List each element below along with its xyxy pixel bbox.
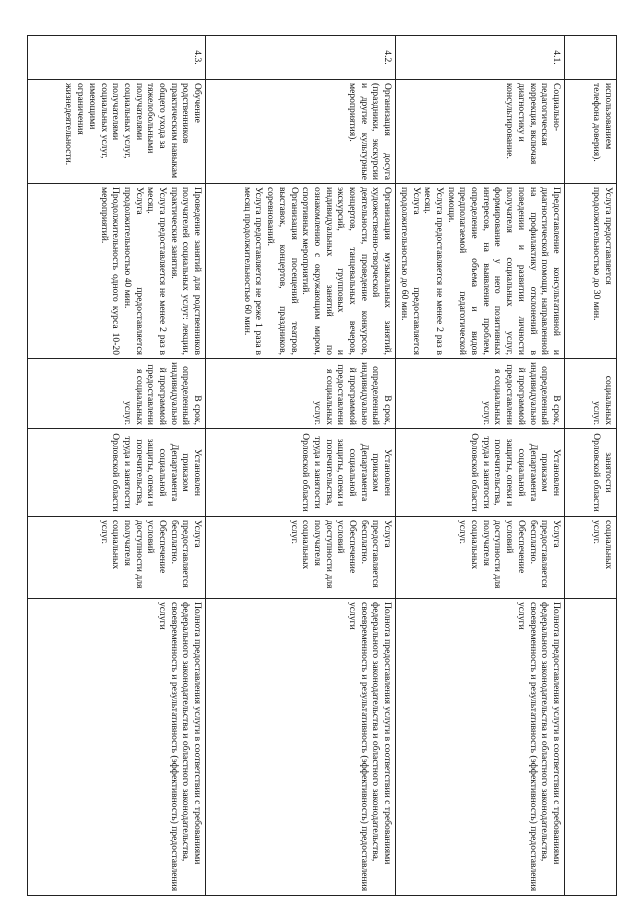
service-conditions: Услуга предоставляется бесплатно. Обеспечение условий доступности для получателя социальных услуг.	[206, 517, 396, 599]
description-paragraph: Предоставление консультативной и диагностической помощи, направленной на профилактику отклонений в поведении и развитии личности получателя социальных услуг, формирование у него позитивных интересов, на выявление проблем, определение объема и видов предполагаемой педагогической помощи.	[445, 187, 562, 355]
service-term: В срок, определенный индивидуальной программой предоставления социальных услуг.	[28, 359, 206, 429]
description-frequency: Услуга предоставляется не менее 2 раз в месяц.	[422, 187, 445, 355]
row-number: 4.1.	[396, 36, 565, 80]
table-row	[28, 36, 206, 896]
service-quality: Полнота предоставления услуги в соответствии с требованиями федерального законодательства и областного законодательства, своевременность и результативность (эффективность) предоставления услуги	[28, 599, 206, 896]
service-conditions: Услуга предоставляется бесплатно. Обеспечение условий доступности для получателя социальных услуг.	[396, 517, 565, 599]
description-course: Продолжительность одного курса 10-20 мероприятий.	[98, 187, 122, 355]
service-conditions: Услуга предоставляется бесплатно. Обеспечение условий доступности для получателя социальных услуг.	[28, 517, 206, 599]
table-row	[565, 36, 617, 896]
row-number: 4.3.	[28, 36, 206, 80]
service-quality	[565, 599, 617, 896]
service-term: В срок, определенный индивидуальной программой предоставления социальных услуг.	[396, 359, 565, 429]
service-term: социальных услуг.	[565, 359, 617, 429]
service-tariff: Установлен приказом Департамента социальной защиты, опеки и попечительства, труда и занятости Орловской области	[396, 429, 565, 517]
description-paragraph: Организация музыкальных занятий, художественно-творческой деятельности, проведение конкурсов, концертов, танцевальных вечеров, экскурсий, групповых и индивидуальных занятий по ознакомлению с окружающим миром, спортивных мероприятий.	[300, 187, 394, 355]
description-frequency: Услуга предоставляется не менее 2 раз в месяц.	[145, 187, 169, 355]
service-quality: Полнота предоставления услуги в соответствии с требованиями федерального законодательства и областного законодательства, своевременность и результативность (эффективность) предоставления услуги	[396, 599, 565, 896]
services-table	[27, 35, 617, 896]
service-name: Обучение родственников практическим навыкам общего ухода за тяжелобольными получателями социальных услуг, получателями социальных услуг, имеющими ограничения жизнедеятельности.	[28, 80, 206, 184]
service-name: использованием телефона доверия).	[565, 80, 617, 184]
service-name: Организация досуга (праздники, экскурсии и другие культурные мероприятия).	[206, 80, 396, 184]
description-visits: Организация посещений театров, выставок, концертов, праздников, соревнований.	[265, 187, 300, 355]
service-tariff: Установлен приказом Департамента социальной защиты, опеки и попечительства, труда и занятости Орловской области	[28, 429, 206, 517]
service-conditions: социальных услуг.	[565, 517, 617, 599]
description-duration: Услуга предоставляется продолжительностью до 60 мин.	[398, 187, 422, 355]
row-number	[565, 36, 617, 80]
table-row	[206, 36, 396, 896]
service-tariff: занятости Орловской области	[565, 429, 617, 517]
service-description	[28, 184, 206, 359]
table-row	[396, 36, 565, 896]
rotated-table-container	[47, 35, 617, 895]
description-duration: Услуга предоставляется продолжительностью 40 мин.	[121, 187, 145, 355]
description-frequency: Услуга предоставляется не реже 1 раза в месяц продолжительностью 60 мин.	[241, 187, 265, 355]
service-description	[396, 184, 565, 359]
service-term: В срок, определенный индивидуальной программой предоставления социальных услуг.	[206, 359, 396, 429]
service-description: Услуга предоставляется продолжительностью до 30 мин.	[565, 184, 617, 359]
service-tariff: Установлен приказом Департамента социальной защиты, опеки и попечительства, труда и занятости Орловской области	[206, 429, 396, 517]
description-paragraph: Проведение занятий для родственников получателей социальных услуг: лекции, практические занятия.	[168, 187, 204, 355]
service-name: Социально-педагогическая коррекция, включая диагностику и консультирование.	[396, 80, 565, 184]
document-page	[47, 35, 617, 895]
service-description	[206, 184, 396, 359]
row-number: 4.2.	[206, 36, 396, 80]
service-quality: Полнота предоставления услуги в соответствии с требованиями федерального законодательства и областного законодательства, своевременность и результативность (эффективность) предоставления услуги	[206, 599, 396, 896]
